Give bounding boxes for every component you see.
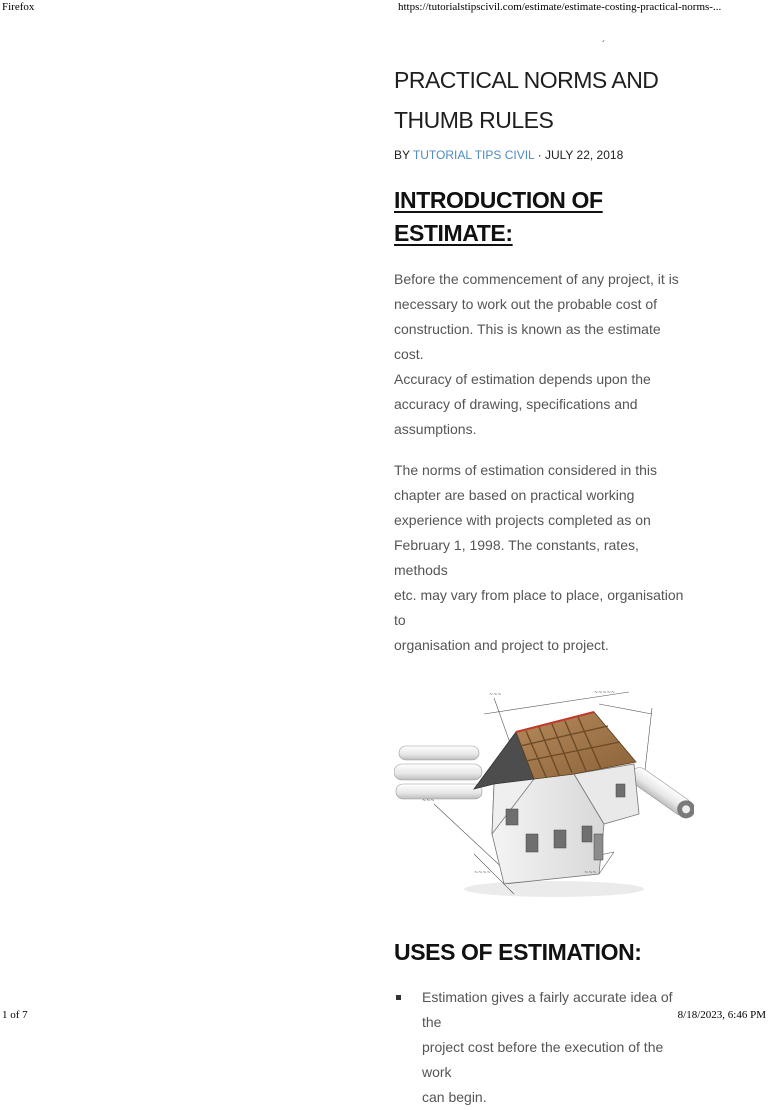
- print-header-app: Firefox: [2, 1, 35, 13]
- paragraph-line: February 1, 1998. The constants, rates, methods: [394, 537, 639, 578]
- paragraph-line: Accuracy of estimation depends upon the: [394, 371, 651, 387]
- paragraph-1: [394, 267, 694, 442]
- list-item-line: can begin.: [422, 1089, 487, 1105]
- intro-heading-line-2: ESTIMATE:: [394, 220, 513, 246]
- uses-list: [394, 985, 694, 1110]
- list-item: [394, 985, 694, 1110]
- house-blueprint-icon: [394, 684, 694, 906]
- paragraph-line: construction. This is known as the estimate cost.: [394, 321, 661, 362]
- stray-mark: ´: [602, 40, 606, 51]
- paragraph-line: The norms of estimation considered in this: [394, 462, 658, 478]
- paragraph-line: Before the commencement of any project, it is: [394, 271, 679, 287]
- svg-text:~~~: ~~~: [489, 692, 502, 698]
- paragraph-line: necessary to work out the probable cost of: [394, 296, 658, 312]
- article-title-line-1: PRACTICAL NORMS AND: [394, 67, 659, 93]
- svg-text:~~~~: ~~~~: [474, 870, 491, 876]
- list-item-line: project cost before the execution of the work: [422, 1039, 664, 1080]
- print-datetime: 8/18/2023, 6:46 PM: [677, 1009, 766, 1021]
- date-separator: ·: [534, 148, 545, 162]
- article: [394, 40, 694, 1110]
- by-label: BY: [394, 148, 410, 162]
- paragraph-line: chapter are based on practical working: [394, 487, 635, 503]
- bullet-icon: [396, 995, 401, 1000]
- article-title: [394, 60, 694, 140]
- uses-heading: USES OF ESTIMATION:: [394, 939, 642, 965]
- article-meta: [394, 148, 694, 162]
- paragraph-line: etc. may vary from place to place, organisation to: [394, 587, 684, 628]
- house-blueprint-illustration: [394, 684, 694, 906]
- paragraph-2: [394, 458, 694, 658]
- print-footer: [0, 1008, 768, 1024]
- svg-text:~~~~~: ~~~~~: [594, 690, 615, 696]
- intro-heading-line-1: INTRODUCTION OF: [394, 187, 603, 213]
- paragraph-line: accuracy of drawing, specifications and: [394, 396, 638, 412]
- list-item-line: Estimation gives a fairly accurate idea of the: [422, 989, 673, 1030]
- print-header: [0, 0, 768, 16]
- article-title-line-2: THUMB RULES: [394, 107, 554, 133]
- intro-heading: [394, 184, 694, 250]
- author-link[interactable]: TUTORIAL TIPS CIVIL: [412, 148, 535, 162]
- paragraph-line: organisation and project to project.: [394, 637, 609, 653]
- print-header-url: https://tutorialstipscivil.com/estimate/estimate-costing-practical-norms-...: [398, 1, 722, 13]
- paragraph-line: assumptions.: [394, 421, 477, 437]
- post-date: JULY 22, 2018: [544, 148, 624, 162]
- page-counter: 1 of 7: [2, 1009, 28, 1021]
- svg-text:~~~: ~~~: [584, 870, 597, 876]
- svg-text:~~~: ~~~: [422, 798, 435, 804]
- paragraph-line: experience with projects completed as on: [394, 512, 651, 528]
